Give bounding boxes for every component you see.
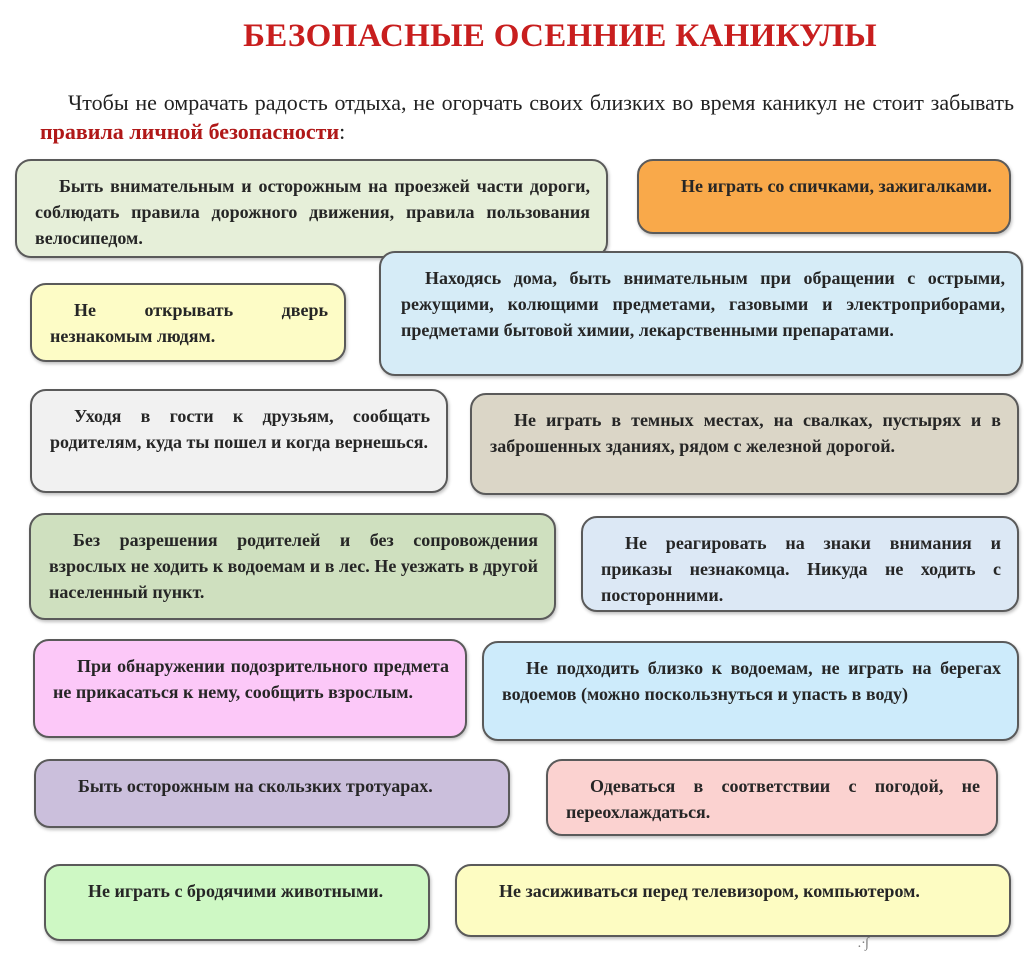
rule-card-weather: Одеваться в соответствии с погодой, не переохлаждаться.	[546, 759, 998, 836]
rule-card-water-banks: Не подходить близко к водоемам, не играть на берегах водоемов (можно поскользнуться и упасть в воду)	[482, 641, 1019, 741]
intro-highlight: правила личной безопасности	[40, 119, 340, 144]
intro-paragraph	[40, 88, 1014, 146]
rule-card-matches: Не играть со спичками, зажигалками.	[637, 159, 1011, 234]
corner-mark: .·∫	[858, 936, 869, 951]
rule-card-dark-places: Не играть в темных местах, на свалках, пустырях и в заброшенных зданиях, рядом с железной дорогой.	[470, 393, 1019, 495]
intro-suffix: :	[339, 119, 346, 144]
rule-card-screens: Не засиживаться перед телевизором, компьютером.	[455, 864, 1011, 937]
rule-card-strangers: Не реагировать на знаки внимания и приказы незнакомца. Никуда не ходить с посторонними.	[581, 516, 1019, 612]
rule-card-home-safety: Находясь дома, быть внимательным при обращении с острыми, режущими, колющими предметами, газовыми и электроприборами, предметами бытовой химии, лекарственными препаратами.	[379, 251, 1023, 376]
rule-card-road: Быть внимательным и осторожным на проезжей части дороги, соблюдать правила дорожного движения, правила пользования велосипедом.	[15, 159, 608, 258]
intro-text: Чтобы не омрачать радость отдыха, не огорчать своих близких во время каникул не стоит забывать	[68, 90, 1014, 115]
rule-card-suspicious-item: При обнаружении подозрительного предмета не прикасаться к нему, сообщить взрослым.	[33, 639, 467, 738]
rule-card-animals: Не играть с бродячими животными.	[44, 864, 430, 941]
rule-card-waters-forest: Без разрешения родителей и без сопровождения взрослых не ходить к водоемам и в лес. Не уезжать в другой населенный пункт.	[29, 513, 556, 620]
rule-card-visiting: Уходя в гости к друзьям, сообщать родителям, куда ты пошел и когда вернешься.	[30, 389, 448, 493]
rule-card-door: Не открывать дверь незнакомым людям.	[30, 283, 346, 362]
rule-card-slippery: Быть осторожным на скользких тротуарах.	[34, 759, 510, 828]
page-title: БЕЗОПАСНЫЕ ОСЕННИЕ КАНИКУЛЫ	[243, 18, 877, 54]
